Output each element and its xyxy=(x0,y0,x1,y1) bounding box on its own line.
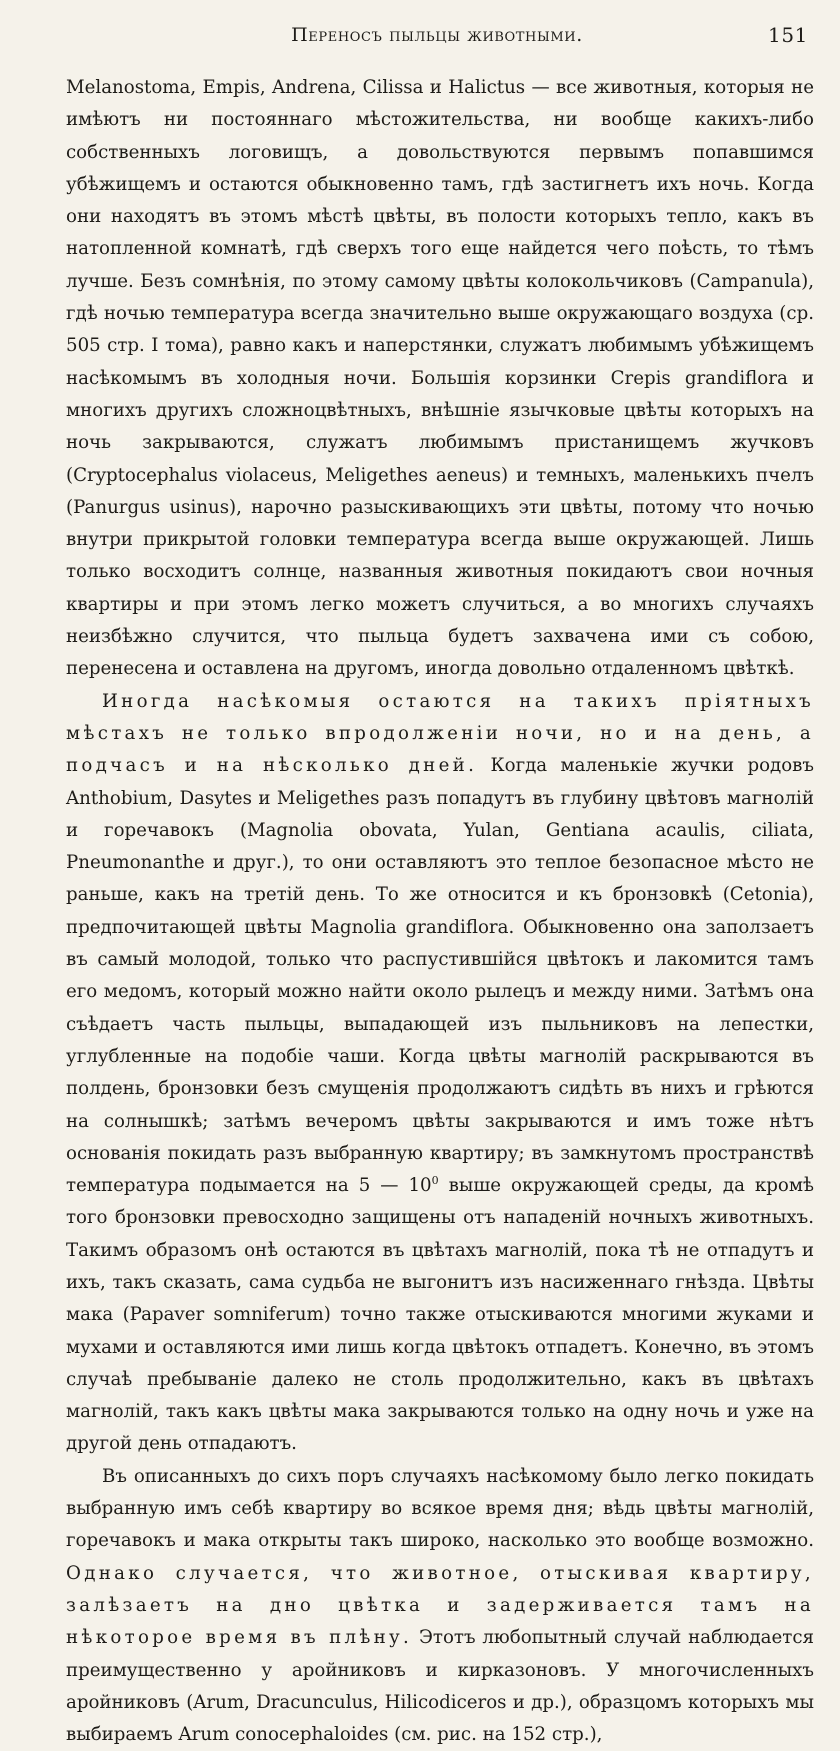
spaced-emphasis-text: Однако случается, что животное, отыскивая квартиру, залѣзаетъ на дно цвѣтка и задерживается тамъ на нѣкоторое время въ плѣну. xyxy=(66,1562,814,1649)
spaced-emphasis-text: Иногда насѣкомыя остаются на такихъ пріятныхъ мѣстахъ не только впродолженіи ночи, но и на день, а подчасъ и на нѣсколько дней. xyxy=(66,690,814,777)
paragraph-3-text-a: Въ описанныхъ до сихъ поръ случаяхъ насѣкомому было легко покидать выбранную имъ себѣ квартиру во всякое время дня; вѣдь цвѣты магнолій, горечавокъ и мака открыты такъ широко, насколько это вообще возможно. xyxy=(66,1465,814,1552)
paragraph-3-text-b: Этотъ любопытный случай наблюдается преимущественно у аройниковъ и кирказоновъ. У многочисленныхъ аройниковъ (Arum, Dracunculus, Hilicodiceros и др.), образцомъ которыхъ мы выбираемъ Arum conocephaloides (см. рис. на 152 стр.), xyxy=(66,1627,814,1746)
paragraph-2 xyxy=(66,686,814,1461)
paragraph-2-text-a: Когда маленькіе жучки родовъ Anthobium, Dasytes и Meligethes разъ попадутъ въ глубину цвѣтовъ магнолій и горечавокъ (Magnolia obovata, Yulan, Gentiana acaulis, ciliata, Pneumonanthe и друг.), то они оставляютъ это теплое безопасное мѣсто не раньше, какъ на третій день. То же относится и къ бронзовкѣ (Cetonia), предпочитающей цвѣты Magnolia grandiflora. Обыкновенно она заползаетъ въ самый молодой, только что распустившійся цвѣтокъ и лакомится тамъ его медомъ, который можно найти около рылецъ и между ними. Затѣмъ она съѣдаетъ часть пыльцы, выпадающей изъ пыльниковъ на лепестки, углубленные на подобіе чаши. Когда цвѣты магнолій раскрываются въ полдень, бронзовки безъ смущенія продолжаютъ сидѣть въ нихъ и грѣются на солнышкѣ; затѣмъ вечеромъ цвѣты закрываются и имъ тоже нѣтъ основанія покидать разъ выбранную квартиру; въ замкнутомъ пространствѣ температура подымается на 5 — 10 xyxy=(66,755,814,1197)
page-number: 151 xyxy=(768,23,808,47)
paragraph-2-text-b: выше окружающей среды, да кромѣ того бронзовки превосходно защищены отъ нападеній ночныхъ животныхъ. Такимъ образомъ онѣ остаются въ цвѣтахъ магнолій, пока тѣ не отпадутъ и ихъ, такъ сказать, сама судьба не выгонитъ изъ насиженнаго гнѣзда. Цвѣты мака (Papaver somniferum) точно также отыскиваются многими жуками и мухами и оставляются ими лишь когда цвѣтокъ отпадетъ. Конечно, въ этомъ случаѣ пребываніе далеко не столь продолжительно, какъ въ цвѣтахъ магнолій, такъ какъ цвѣты мака закрываются только на одну ночь и уже на другой день отпадаютъ. xyxy=(66,1175,814,1455)
running-header xyxy=(66,20,808,50)
paragraph-3 xyxy=(66,1461,814,1751)
paragraph-1: Melanostoma, Empis, Andrena, Cilissa и Halictus — все животныя, которыя не имѣютъ ни постояннаго мѣстожительства, ни вообще какихъ-либо собственныхъ логовищъ, а довольствуются первымъ попавшимся убѣжищемъ и остаются обыкновенно тамъ, гдѣ застигнетъ ихъ ночь. Когда они находятъ въ этомъ мѣстѣ цвѣты, въ полости которыхъ тепло, какъ въ натопленной комнатѣ, гдѣ сверхъ того еще найдется чего поѣсть, то тѣмъ лучше. Безъ сомнѣнія, по этому самому цвѣты колокольчиковъ (Campanula), гдѣ ночью температура всегда значительно выше окружающаго воздуха (ср. 505 стр. I тома), равно какъ и наперстянки, служатъ любимымъ убѣжищемъ насѣкомымъ въ холодныя ночи. Большія корзинки Crepis grandiflora и многихъ другихъ сложноцвѣтныхъ, внѣшніе язычковые цвѣты которыхъ на ночь закрываются, служатъ любимымъ пристанищемъ жучковъ (Cryptocephalus violaceus, Meligethes aeneus) и темныхъ, маленькихъ пчелъ (Panurgus usinus), нарочно разыскивающихъ эти цвѣты, потому что ночью внутри прикрытой головки температура всегда выше окружающей. Лишь только восходитъ солнце, названныя животныя покидаютъ свои ночныя квартиры и при этомъ легко можетъ случиться, а во многихъ случаяхъ неизбѣжно случится, что пыльца будетъ захвачена ими съ собою, перенесена и оставлена на другомъ, иногда довольно отдаленномъ цвѣткѣ. xyxy=(66,77,814,680)
running-title: Переносъ пыльцы животными. xyxy=(291,24,583,46)
degree-superscript: 0 xyxy=(431,1174,439,1188)
body-text xyxy=(66,72,814,1751)
